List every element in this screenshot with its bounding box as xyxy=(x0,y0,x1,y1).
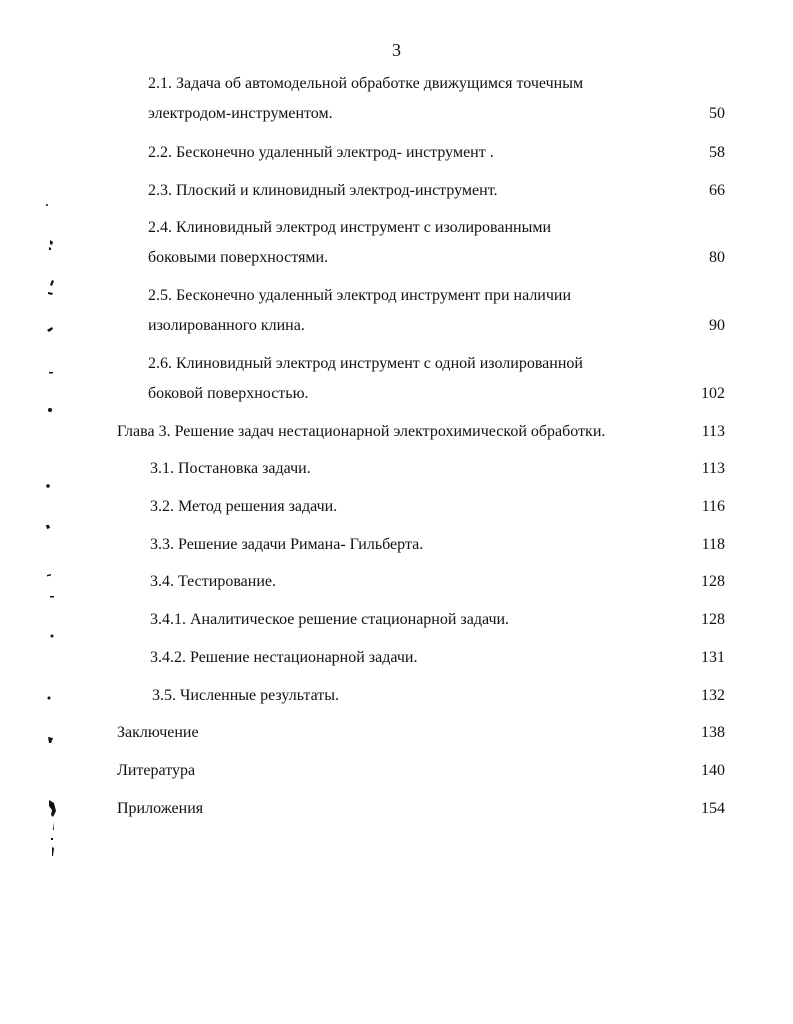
toc-chapter-3-page: 113 xyxy=(701,423,725,440)
speck xyxy=(48,280,54,295)
speck xyxy=(51,822,54,856)
toc-entry-2-5-line-2: изолированного клина. xyxy=(148,317,305,334)
toc-entry-3-5-line-1: 3.5. Численные результаты. xyxy=(152,687,339,704)
toc-entry-3-2-page: 116 xyxy=(701,498,725,515)
toc-entry-2-5-page: 90 xyxy=(709,317,725,334)
toc-entry-2-1-line-2: электродом-инструментом. xyxy=(148,105,333,122)
toc-entry-2-6-line-2: боковой поверхностью. xyxy=(148,385,309,402)
toc-entry-2-2-page: 58 xyxy=(709,144,725,161)
toc-entry-2-6-line-1: 2.6. Клиновидный электрод инструмент с одной изолированной xyxy=(148,355,583,372)
toc-entry-3-4-2-page: 131 xyxy=(701,649,725,666)
toc-entry-3-1-page: 113 xyxy=(701,460,725,477)
toc-entry-2-4-line-1: 2.4. Клиновидный электрод инструмент с изолированными xyxy=(148,219,552,236)
toc-entry-3-4-1-page: 128 xyxy=(701,611,725,628)
speck xyxy=(46,204,48,206)
toc-entry-3-4-line-1: 3.4. Тестирование. xyxy=(150,573,276,590)
toc-entry-3-4-1-line-1: 3.4.1. Аналитическое решение стационарной задачи. xyxy=(150,611,510,628)
toc-entry-3-5-page: 132 xyxy=(701,687,725,704)
toc-entry-2-1-page: 50 xyxy=(709,105,725,122)
speck xyxy=(46,525,50,529)
toc-entry-2-4-line-2: боковыми поверхностями. xyxy=(148,249,329,266)
toc-references-page: 140 xyxy=(701,762,725,779)
toc-entry-3-1-line-1: 3.1. Постановка задачи. xyxy=(150,460,311,477)
toc-entry-2-4-page: 80 xyxy=(709,249,725,266)
toc-references-line-1: Литература xyxy=(117,762,196,779)
toc-entry-3-3-page: 118 xyxy=(701,536,725,553)
speck xyxy=(49,372,53,374)
toc-entry-2-3-page: 66 xyxy=(709,182,725,199)
toc-entry-2-1-line-1: 2.1. Задача об автомодельной обработке движущимся точечным xyxy=(148,75,584,92)
toc-entry-2-2-line-1: 2.2. Бесконечно удаленный электрод- инструмент . xyxy=(148,144,494,161)
speck xyxy=(51,635,54,638)
speck xyxy=(48,408,52,412)
speck xyxy=(48,737,53,743)
toc-appendices-page: 154 xyxy=(701,800,725,817)
toc-entry-2-3-line-1: 2.3. Плоский и клиновидный электрод-инструмент. xyxy=(148,182,498,199)
toc-entry-3-2-line-1: 3.2. Метод решения задачи. xyxy=(150,498,338,515)
toc-conclusion-page: 138 xyxy=(701,724,725,741)
speck xyxy=(49,800,56,817)
toc-appendices-line-1: Приложения xyxy=(117,800,204,817)
toc-entry-2-5-line-1: 2.5. Бесконечно удаленный электрод инструмент при наличии xyxy=(148,287,572,304)
speck xyxy=(47,327,53,332)
toc-chapter-3-line-1: Глава 3. Решение задач нестационарной электрохимической обработки. xyxy=(117,423,606,440)
speck xyxy=(49,240,53,250)
toc-entry-3-3-line-1: 3.3. Решение задачи Римана- Гильберта. xyxy=(150,536,424,553)
speck xyxy=(46,484,50,488)
page-number: 3 xyxy=(392,40,401,60)
toc-entry-3-4-page: 128 xyxy=(701,573,725,590)
speck xyxy=(47,574,54,598)
toc-conclusion-line-1: Заключение xyxy=(117,724,199,741)
speck xyxy=(48,697,51,700)
toc-entry-2-6-page: 102 xyxy=(701,385,725,402)
toc-entry-3-4-2-line-1: 3.4.2. Решение нестационарной задачи. xyxy=(150,649,418,666)
